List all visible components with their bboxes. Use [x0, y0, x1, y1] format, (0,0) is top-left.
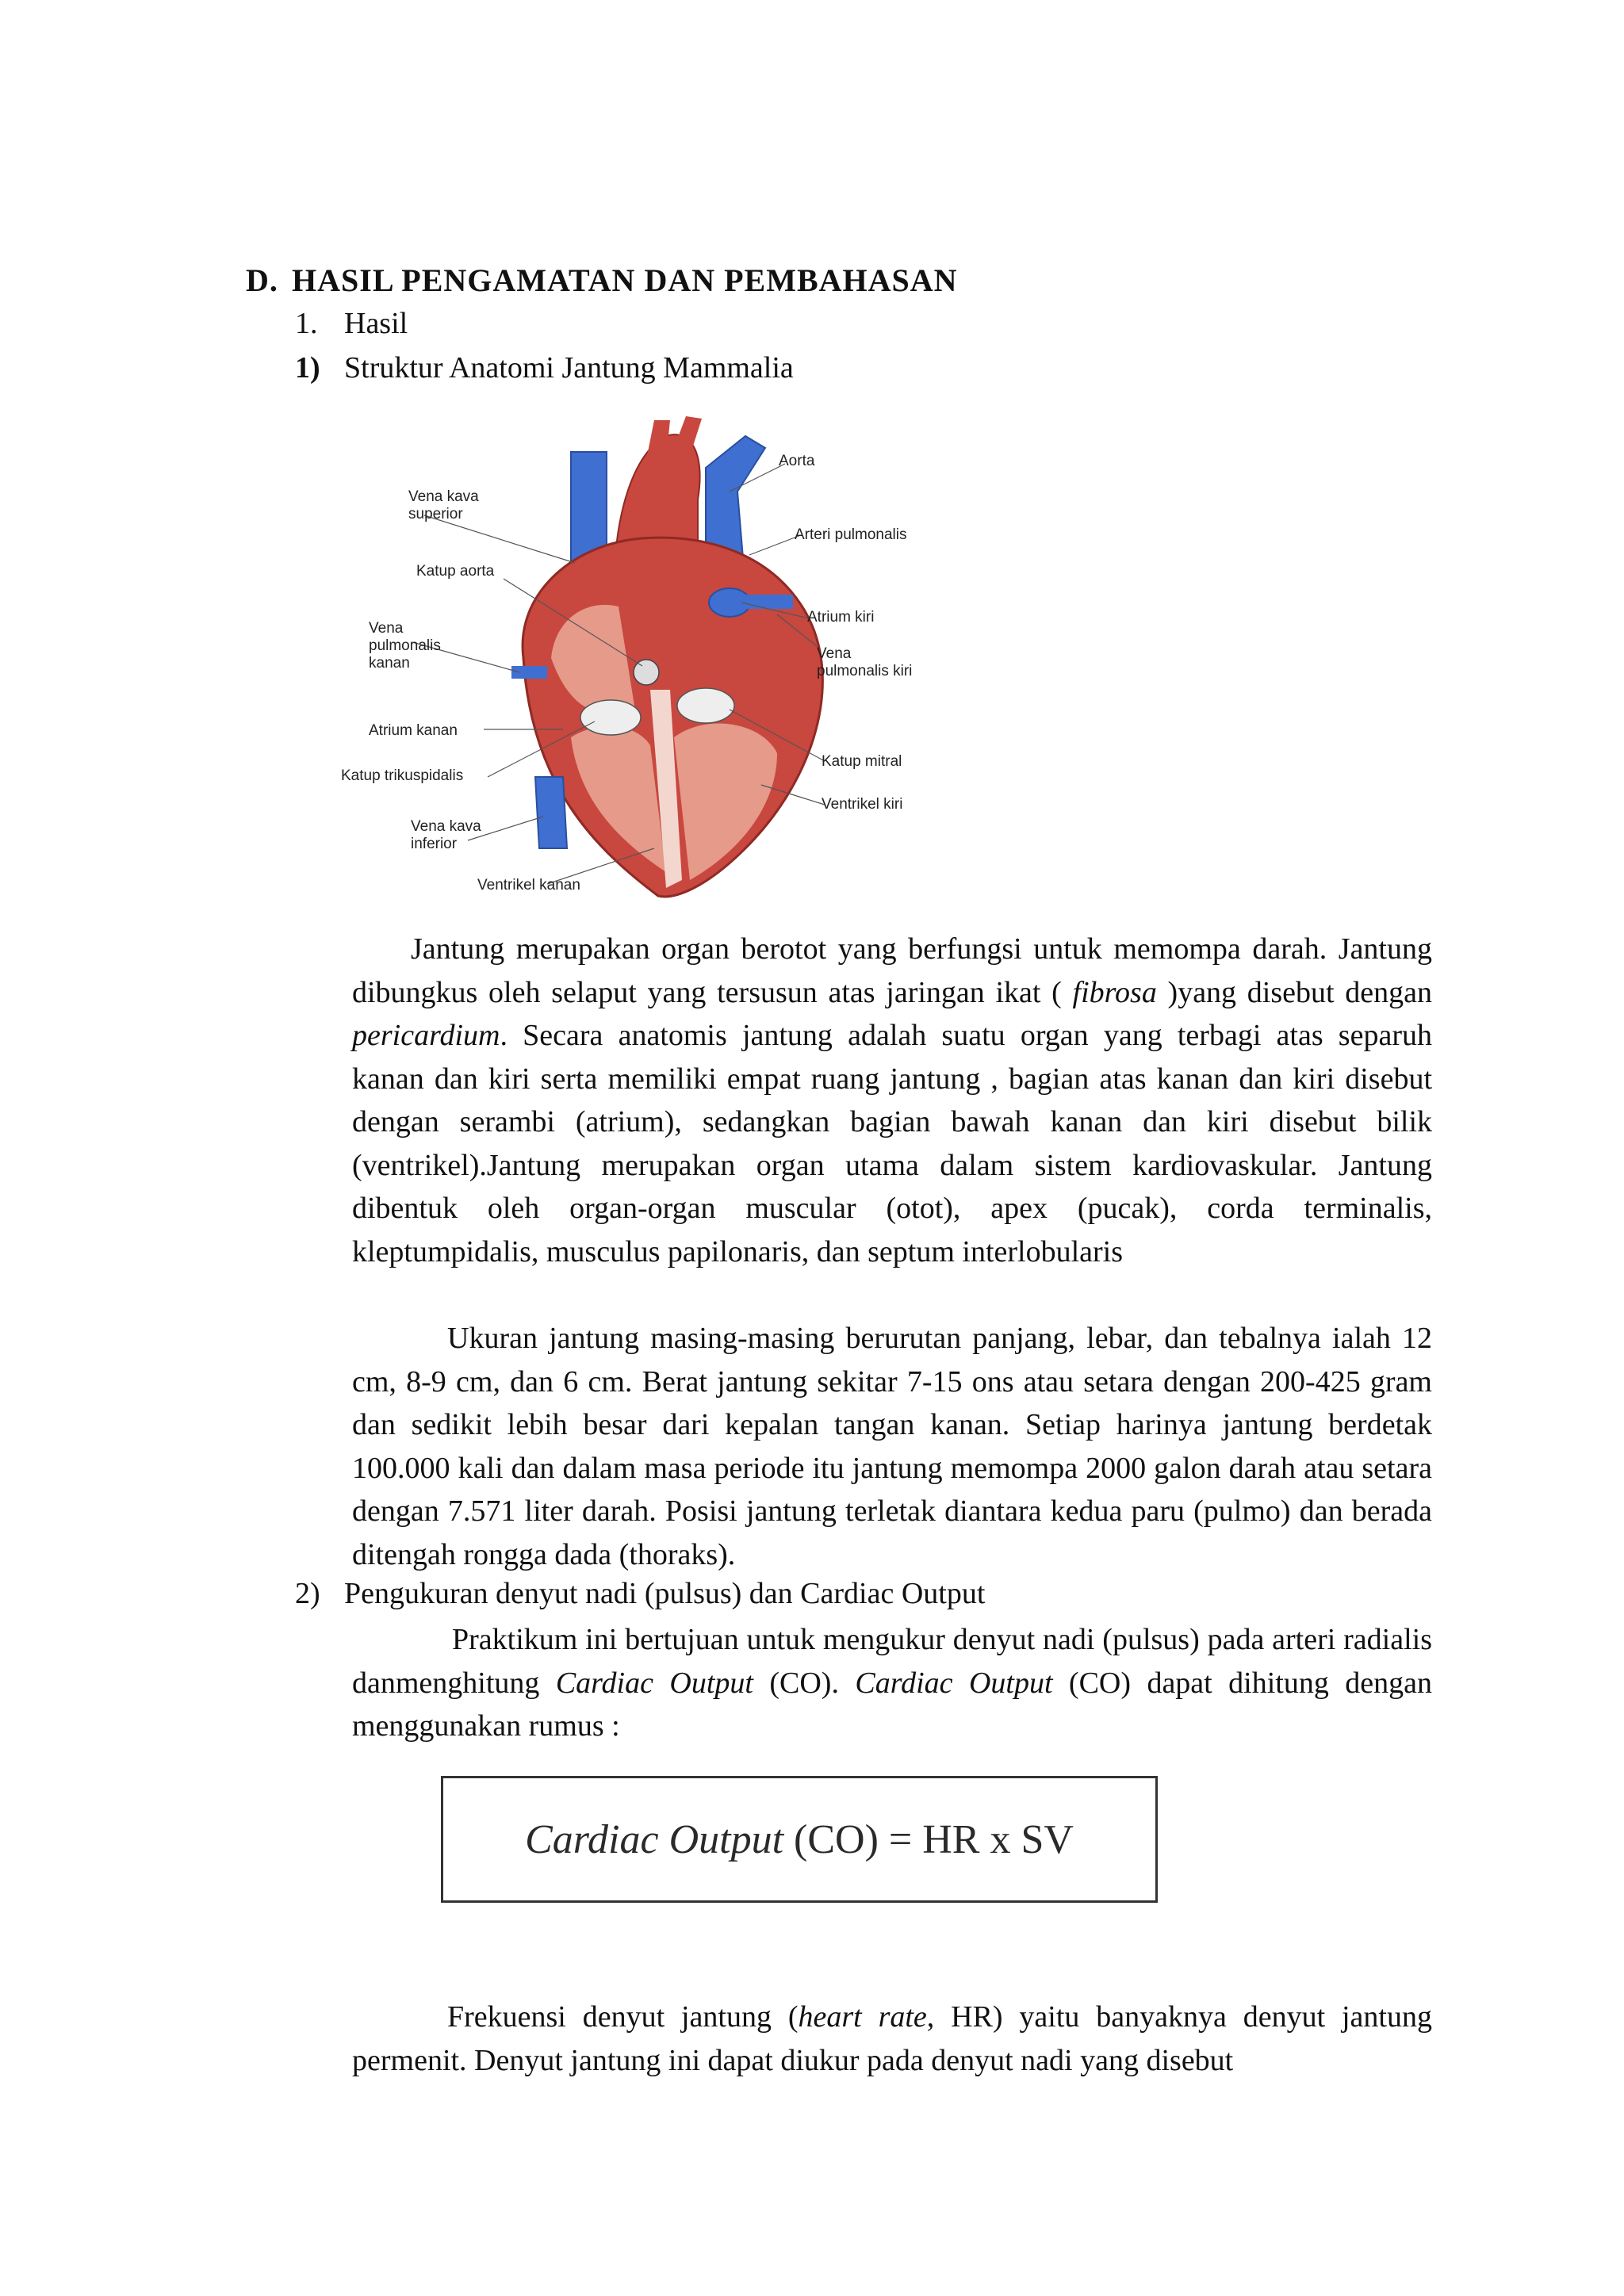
paragraph-praktikum — [352, 1618, 1432, 1748]
section-title: HASIL PENGAMATAN DAN PEMBAHASAN — [292, 262, 958, 298]
subheading-struktur — [295, 350, 794, 385]
p4-text-a: Frekuensi denyut jantung ( — [447, 2000, 799, 2034]
label-ventrikel-kiri: Ventrikel kiri — [822, 796, 903, 813]
p1-fibrosa: fibrosa — [1072, 975, 1157, 1009]
p3-cardiac-output-1: Cardiac Output — [555, 1666, 753, 1700]
sub2-number: 2) — [295, 1577, 320, 1610]
p4-text-b: , HR) yaitu banyaknya denyut jantung permenit. Denyut jantung ini dapat diukur pada denyut nadi yang disebut — [352, 2000, 1432, 2077]
section-number: D. — [246, 262, 278, 298]
hasil-number: 1. — [295, 307, 318, 340]
p3-cardiac-output-2: Cardiac Output — [855, 1666, 1053, 1700]
formula-italic: Cardiac Output — [525, 1816, 784, 1862]
paragraph-heart-rate — [352, 1996, 1432, 2082]
label-ventrikel-kanan: Ventrikel kanan — [477, 877, 580, 894]
section-heading — [246, 262, 958, 299]
p3-text-c: (CO) dapat dihitung dengan menggunakan rumus : — [352, 1666, 1432, 1743]
label-vena-pulmonalis-kiri-2: pulmonalis kiri — [817, 663, 913, 679]
label-vena-pulmonalis-kanan-1: Vena — [369, 620, 404, 637]
p3-text-a: Praktikum ini bertujuan untuk mengukur denyut nadi (pulsus) pada arteri radialis danmenghitung — [352, 1623, 1432, 1700]
p4-heart-rate: heart rate — [798, 2000, 927, 2034]
hasil-label: Hasil — [344, 307, 408, 340]
label-aorta: Aorta — [779, 453, 815, 469]
label-vena-pulmonalis-kiri-1: Vena — [817, 645, 852, 662]
paragraph-ukuran-jantung: Ukuran jantung masing-masing berurutan panjang, lebar, dan tebalnya ialah 12 cm, 8-9 cm, dan 6 cm. Berat jantung sekitar 7-15 ons atau setara dengan 200-425 gram dan sedikit lebih besar dari kepalan tangan kanan. Setiap harinya jantung berdetak 100.000 kali dan dalam masa periode itu jantung memompa 2000 galon darah atau setara dengan 7.571 liter darah. Posisi jantung terletak diantara kedua paru (pulmo) dan berada ditengah rongga dada (thoraks). — [352, 1322, 1432, 1571]
heart-illustration — [333, 404, 983, 912]
label-katup-mitral: Katup mitral — [822, 753, 902, 770]
heart-anatomy-figure — [333, 404, 983, 912]
label-vena-kava-inferior-1: Vena kava — [411, 818, 481, 835]
vena-pulmonalis-kanan-shape — [511, 666, 547, 679]
label-vena-kava-superior-1: Vena kava — [408, 488, 479, 505]
vena-pulmonalis-kiri-shape — [709, 588, 750, 617]
sub1-number: 1) — [295, 351, 320, 385]
subheading-pengukuran — [295, 1576, 985, 1611]
p3-text-b: (CO). — [753, 1666, 856, 1700]
label-vena-kava-superior-2: superior — [408, 506, 463, 522]
katup-trikuspidalis-shape — [580, 700, 641, 735]
label-arteri-pulmonalis: Arteri pulmonalis — [795, 526, 907, 543]
label-vena-pulmonalis-kanan-3: kanan — [369, 655, 410, 672]
formula-box — [441, 1776, 1158, 1903]
cardiac-output-formula — [525, 1816, 1074, 1863]
sub2-label: Pengukuran denyut nadi (pulsus) dan Cardiac Output — [344, 1577, 986, 1610]
label-katup-trikuspidalis: Katup trikuspidalis — [341, 767, 464, 784]
vena-kava-inferior-shape — [535, 777, 567, 848]
subheading-hasil — [295, 306, 408, 341]
aorta-branch-1 — [646, 420, 670, 460]
label-atrium-kiri: Atrium kiri — [807, 609, 875, 626]
vena-pulmonalis-kiri-stub — [745, 595, 793, 609]
p1-text-a: Jantung merupakan organ berotot yang berfungsi untuk memompa darah. Jantung dibungkus oleh selaput yang tersusun atas jaringan ikat ( — [352, 932, 1432, 1009]
p1-text-b: )yang disebut dengan — [1156, 975, 1432, 1009]
p1-pericardium: pericardium — [352, 1019, 500, 1052]
label-atrium-kanan: Atrium kanan — [369, 722, 458, 739]
label-vena-kava-inferior-2: inferior — [411, 836, 458, 852]
paragraph-jantung-definition — [352, 928, 1432, 1273]
label-katup-aorta: Katup aorta — [416, 563, 495, 580]
label-vena-pulmonalis-kanan-2: pulmonalis — [369, 637, 441, 654]
katup-mitral-shape — [677, 688, 734, 723]
formula-rest: (CO) = HR x SV — [783, 1816, 1074, 1862]
sub1-label: Struktur Anatomi Jantung Mammalia — [344, 351, 794, 385]
p1-text-c: . Secara anatomis jantung adalah suatu organ yang terbagi atas separuh kanan dan kiri serta memiliki empat ruang jantung , bagian atas kanan dan kiri disebut dengan serambi (atrium), sedangkan bagian bawah kanan dan kiri disebut bilik (ventrikel).Jantung merupakan organ utama dalam sistem kardiovaskular. Jantung dibentuk oleh organ-organ muscular (otot), apex (pucak), corda terminalis, kleptumpidalis, musculus papilonaris, dan septum interlobularis — [352, 1019, 1432, 1269]
